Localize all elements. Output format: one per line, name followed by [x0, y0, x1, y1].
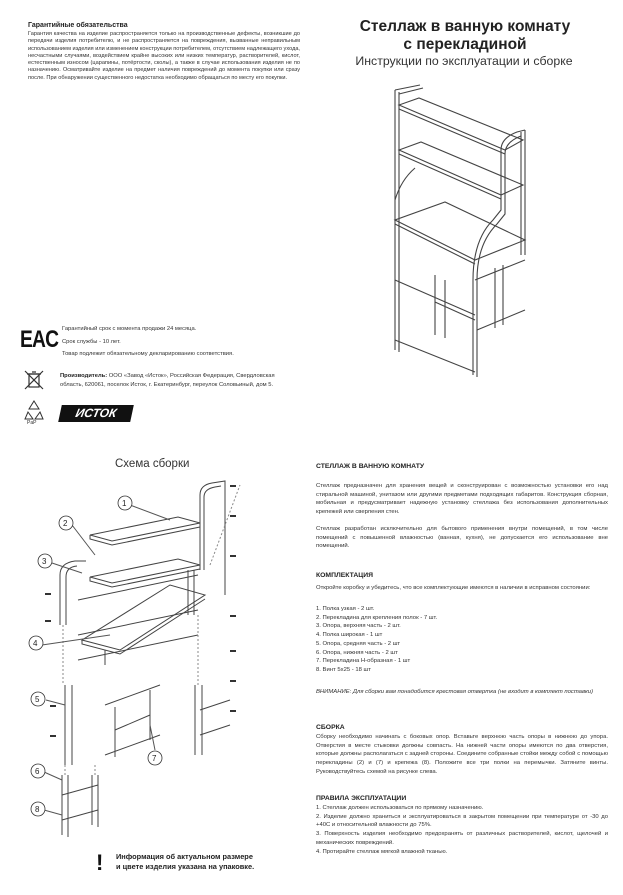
part-number-7: 7: [152, 754, 157, 763]
recycle-label: PaP: [27, 420, 37, 426]
part-number-5: 5: [35, 695, 40, 704]
assembly-scheme-title: Схема сборки: [115, 458, 190, 470]
part-number-3: 3: [42, 557, 47, 566]
manufacturer-label: Производитель:: [60, 373, 108, 379]
rules-heading: ПРАВИЛА ЭКСПЛУАТАЦИИ: [316, 795, 407, 802]
assembly-instructions: Сборку необходимо начинать с боковых опор. Вставьте верхнюю часть опоры в нижнюю до упора. Отверстия в месте стыковки должны совпасть. На нижней части опоры имеются по два отверстия, которые должны располагаться с задней стороны. Соедините собранные стойки между собой с помощью перекладины (2) и (7) и крепежа (8). Положите все три полки на перемычки. Затяните винты. Руководствуйтесь схемой на рисунке слева.: [316, 734, 608, 775]
kit-intro: Откройте коробку и убедитесь, что все комплектующие имеются в наличии в исправном состоянии:: [316, 585, 591, 591]
warranty-period: Гарантийный срок с момента продажи 24 месяца.: [62, 326, 197, 332]
size-color-note: [116, 852, 254, 871]
title-line-1: Стеллаж в ванную комнату: [359, 18, 571, 35]
rules-list: [316, 804, 608, 856]
brand-logo: ИСТОК: [58, 405, 134, 422]
part-number-4: 4: [33, 639, 38, 648]
exploded-assembly-diagram: [20, 475, 280, 850]
service-life: Срок службы - 10 лет.: [62, 339, 121, 345]
list-item: 8. Винт 5х25 - 18 шт: [316, 666, 371, 673]
kit-list: [316, 605, 608, 675]
note-line-1: Информация об актуальном размере: [116, 852, 253, 861]
list-item: 6. Опора, нижняя часть - 2 шт: [316, 649, 398, 656]
manufacturer-text: ООО «Завод «Исток», Российская Федерация, Свердловская область, 620061, поселок Исток, г. Екатеринбург, переулок Соловьиный, дом 5.: [60, 373, 275, 388]
list-item: 7. Перекладина Н-образная - 1 шт: [316, 658, 411, 665]
assembled-rack-illustration: [375, 80, 535, 380]
part-number-8: 8: [35, 805, 40, 814]
list-item: 3. Опора, верхняя часть - 2 шт.: [316, 623, 401, 630]
note-line-2: и цвете изделия указана на упаковке.: [116, 861, 255, 871]
about-heading: СТЕЛЛАЖ В ВАННУЮ КОМНАТУ: [316, 463, 425, 470]
list-item: 1. Стеллаж должен использоваться по прямому назначению.: [316, 805, 484, 811]
list-item: 2. Изделие должно храниться и эксплуатироваться в закрытом помещении при температуре от -30 до +40С и относительной влажности до 75%.: [316, 813, 608, 829]
list-item: 3. Поверхность изделия необходимо предохранять от различных растворителей, кислот, щелочей и механических повреждений.: [316, 831, 608, 846]
list-item: 5. Опора, средняя часть - 2 шт: [316, 640, 401, 647]
eac-mark: EAC: [20, 326, 59, 353]
list-item: 2. Перекладина для крепления полок - 7 шт.: [316, 614, 438, 621]
warranty-text: Гарантия качества на изделие распространяется только на производственные дефекты, возникшие до передачи изделия потребителю, и не распространяется на повреждения, вызванные неправильным использованием изделия или изменением конструкции потребителем, отсутствием надлежащего ухода, несчастными случаями, воздействием крайне высоких или низких температур, растворителей, кислот, естественным износом (царапины, потёртости, сколы), а также в случае использования изделия не по назначению. Осматривайте изделие на предмет наличия повреждений до момента покупки или сразу после. При обнаружении существенного недостатка необходимо обращаться по месту его покупки.: [28, 31, 300, 81]
warranty-title: Гарантийные обязательства: [28, 22, 128, 29]
about-paragraph-1: Стеллаж предназначен для хранения вещей и сконструирован с возможностью установки его над стиральной машиной, унитазом или другими предметами подходящих габаритов. Конструкция сборная, мобильная и предусматривает надежную установку стеллажа без использования дополнительных крепежей или сверления стен.: [316, 483, 608, 516]
manufacturer-info: [60, 372, 288, 389]
kit-attention: ВНИМАНИЕ: Для сборки вам понадобится крестовая отвертка (не входит в комплект поставки): [316, 689, 594, 695]
page-title: [320, 18, 610, 54]
assembly-heading: СБОРКА: [316, 724, 345, 731]
list-item: 4. Полка широкая - 1 шт: [316, 632, 383, 639]
part-number-6: 6: [35, 767, 40, 776]
declaration-text: Товар подлежит обязательному декларированию соответствия.: [62, 351, 234, 357]
part-number-1: 1: [122, 499, 127, 508]
part-number-2: 2: [63, 519, 68, 528]
warning-mark: !: [96, 850, 104, 875]
title-line-2: с перекладиной: [403, 36, 527, 53]
page-subtitle: Инструкции по эксплуатации и сборке: [355, 54, 573, 68]
about-paragraph-2: Стеллаж разработан исключительно для бытового применения внутри помещений, в том числе помещений с повышенной влажностью (ванная, кухня), не допускается его использование вне помещений.: [316, 526, 608, 550]
kit-heading: КОМПЛЕКТАЦИЯ: [316, 572, 373, 579]
list-item: 1. Полка узкая - 2 шт.: [316, 606, 375, 612]
no-trash-icon: [22, 368, 46, 392]
recycle-icon: [22, 398, 46, 422]
list-item: 4. Протирайте стеллаж мягкой влажной тканью.: [316, 848, 448, 855]
